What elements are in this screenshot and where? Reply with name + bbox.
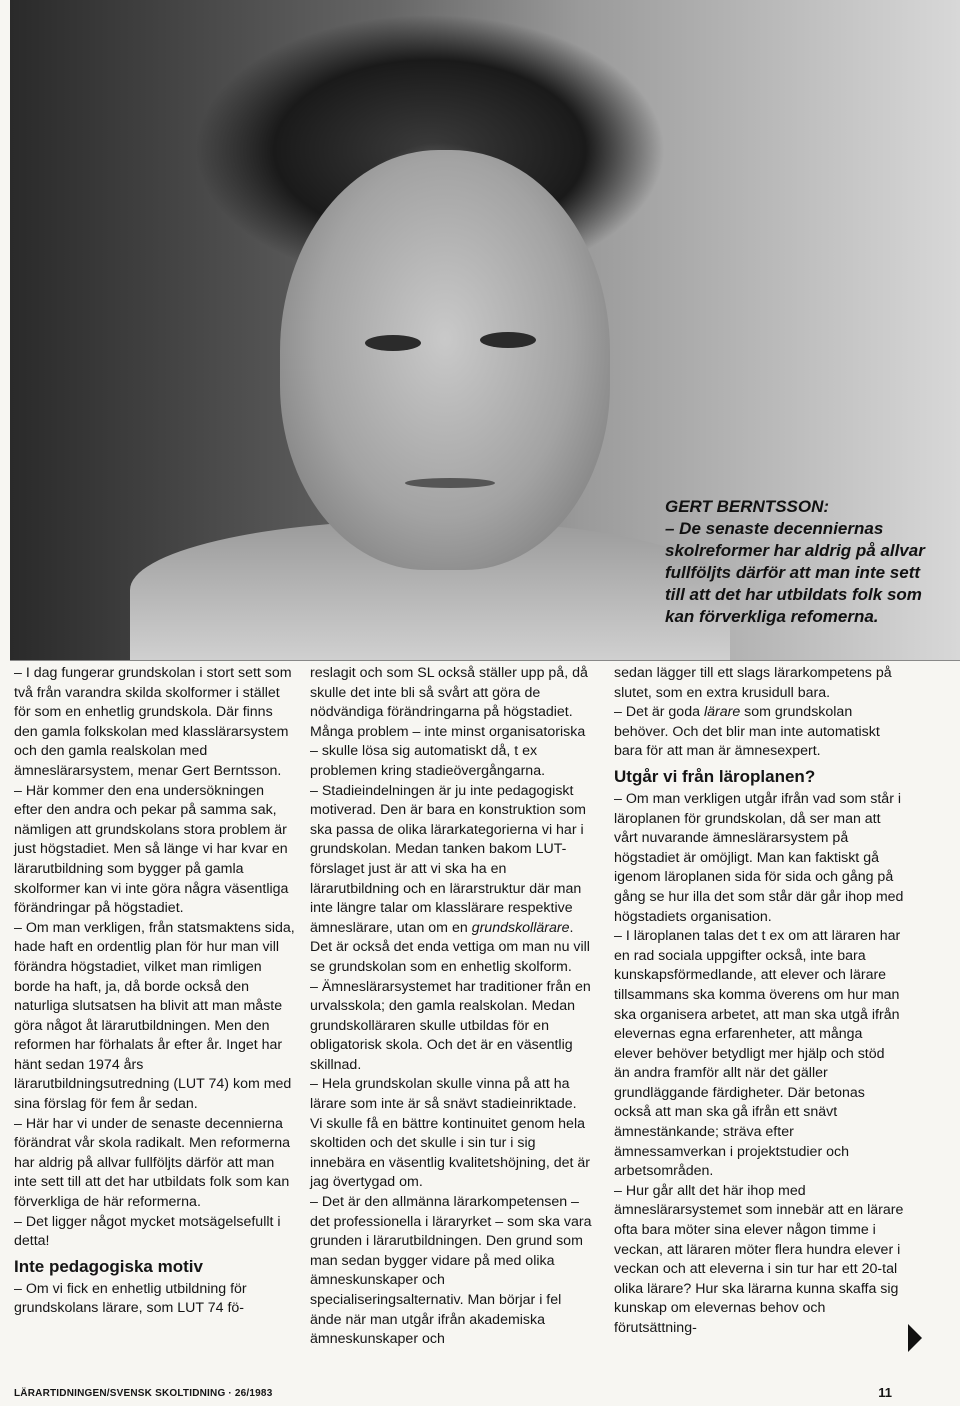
paragraph: – Hur går allt det här ihop med ämneslärarsystemet som innebär att en lärare ofta bara möter sina elever någon timme i veckan, att läraren möter flera hundra elever i veckan och att eleverna i sin tur har ett 20-tal olika lärare? Hur ska lärarna kunna skaffa sig kunskap om elevernas behov och förutsättning- — [614, 1182, 904, 1336]
paragraph — [614, 703, 904, 762]
photo-caption — [665, 496, 935, 628]
subheading: Utgår vi från läroplanen? — [614, 766, 816, 786]
paragraph: – Det är den allmänna lärarkompetensen – det professionella i läraryrket – som ska vara grunden i lärarutbildningen. Den grund som man sedan bygger vidare på med olika ämneskunskaper och specialiseringsalternativ. Man börjar i fel ände när man utgår ifrån akademiska ämneskunskaper och — [310, 1194, 592, 1348]
portrait-mouth — [405, 478, 495, 488]
paragraph: – I dag fungerar grundskolan i stort sett som två från varandra skilda skolformer i stället för som en enhetlig grundskola. Där finns den gamla folkskolan med klasslärarsystem och den gamla realskolan med ämneslärarsystem, menar Gert Berntsson. — [14, 665, 292, 779]
continue-arrow-icon — [908, 1324, 922, 1352]
paragraph: sedan lägger till ett slags lärarkompetens på slutet, som en extra krusidull bara. — [614, 665, 892, 701]
paragraph: – Om man verkligen, från statsmaktens sida, hade haft en ordentlig plan för hur man vill förändra högstadiet, vilket man rimligen borde ha haft, ja, då borde också den naturliga slutsatsen ha blivit att man måste göra något åt lärarutbildningen. Men den reformen har förhalats år efter år. Inget har hänt sedan 1974 års lärarutbildningsutredning (LUT 74) kom med sina förslag för fem år sedan. — [14, 919, 295, 1113]
paragraph: Många problem – inte minst organisatoriska – skulle lösa sig automatiskt då, t ex problemen kring stadieövergångarna. — [310, 723, 586, 779]
paragraph: – I läroplanen talas det t ex om att läraren har en rad sociala uppgifter också, inte bara kunskapsförmedlande, att elever och lärare tillsammans ska komma överens om hur man ska organisera arbetet, att man ska utgå ifrån elevernas egna erfarenheter, att många elever behöver betydligt mer hjälp och stöd än andra framför allt när det gäller grundläggande färdigheter. Där betonas också att man ska gå ifrån ett snävt ämnestänkande; sträva efter ämnessamverkan i projektstudier och arbetsområden. — [614, 928, 901, 1180]
text-span: . Det är också det enda vettiga om man nu vill se grundskolan som en enhetlig skolform. — [310, 919, 590, 975]
portrait-face — [280, 150, 610, 570]
text-span: – Stadieindelningen är ju inte pedagogiskt motiverad. Den är bara en konstruktion som ska passa de olika lärarkategorierna vi har i grundskolan. Medan tanken bakom LUT-förslaget just är att vi ska ha en lärarutbildning och en lärarstruktur där man inte längre talar om klasslärare respektive ämneslärare, utan om en — [310, 782, 586, 936]
paragraph: – Om man verkligen utgår ifrån vad som står i läroplanen för grundskolan, då ser man att vårt nuvarande ämneslärarsystem på högstadiet är omöjligt. Man kan faktiskt gå igenom läroplanen sida för sida och gång på gång se hur illa det som står där går ihop med högstadiets organisation. — [614, 790, 904, 925]
text-span: som grundskolan behöver. Och det blir man inte automatiskt bara för att man är ämnesexpert. — [614, 704, 880, 760]
paragraph: reslagit och som SL också ställer upp på, då skulle det inte bli så svårt att göra de nödvändiga förändringarna på högstadiet. — [310, 665, 588, 721]
article-column-2 — [310, 664, 592, 1350]
article-column-3 — [614, 664, 904, 1339]
paragraph: – Det ligger något mycket motsägelsefullt i detta! — [14, 1213, 281, 1250]
portrait-eye-right — [480, 332, 536, 348]
paragraph: – Om vi fick en enhetlig utbildning för grundskolans lärare, som LUT 74 fö- — [14, 1280, 247, 1317]
portrait-eye-left — [365, 335, 421, 351]
paragraph: – Här kommer den ena undersökningen efter den andra och pekar på samma sak, nämligen att grundskolans stora problem är just högstadiet. Men så länge vi har kvar en lärarutbildning som bygger på gamla skolformer kan vi inte göra några väsentliga förändringar på högstadiet. — [14, 782, 289, 917]
subheading: Inte pedagogiska motiv — [14, 1256, 203, 1276]
paragraph — [310, 782, 592, 978]
paragraph: – Här har vi under de senaste decennierna förändrat vår skola radikalt. Men reformerna har aldrig på allvar fullföljts därför att man inte sett till att det har utbildats folk som kan förverkliga de här reformerna. — [14, 1115, 290, 1211]
portrait-photo — [10, 0, 960, 661]
paragraph: – Ämneslärarsystemet har traditioner från en urvalsskola; den gamla realskolan. Medan grundskolläraren skulle utbildas för en obligatorisk skola. Och det är en väsentlig skillnad. — [310, 978, 591, 1073]
text-span: – Det är goda — [614, 704, 700, 721]
emphasis: grundskollärare — [471, 919, 570, 936]
paragraph: – Hela grundskolan skulle vinna på att ha lärare som inte är så snävt stadieinriktade. Vi skulle få en bättre kontinuitet genom hela skoltiden och det skulle i sin tur i sig innebära en väsentlig kvalitetshöjning, det är jag övertygad om. — [310, 1076, 590, 1191]
caption-quote: – De senaste decenniernas skolreformer har aldrig på allvar fullföljts därför att man inte sett till att det har utbildats folk som kan förverkliga refomerna. — [665, 519, 925, 626]
caption-name: GERT BERNTSSON: — [665, 497, 830, 516]
page-number: 11 — [878, 1385, 892, 1400]
article-column-1 — [14, 664, 296, 1319]
publication-footer: LÄRARTIDNINGEN/SVENSK SKOLTIDNING · 26/1983 — [14, 1388, 273, 1399]
emphasis: lärare — [703, 704, 741, 721]
